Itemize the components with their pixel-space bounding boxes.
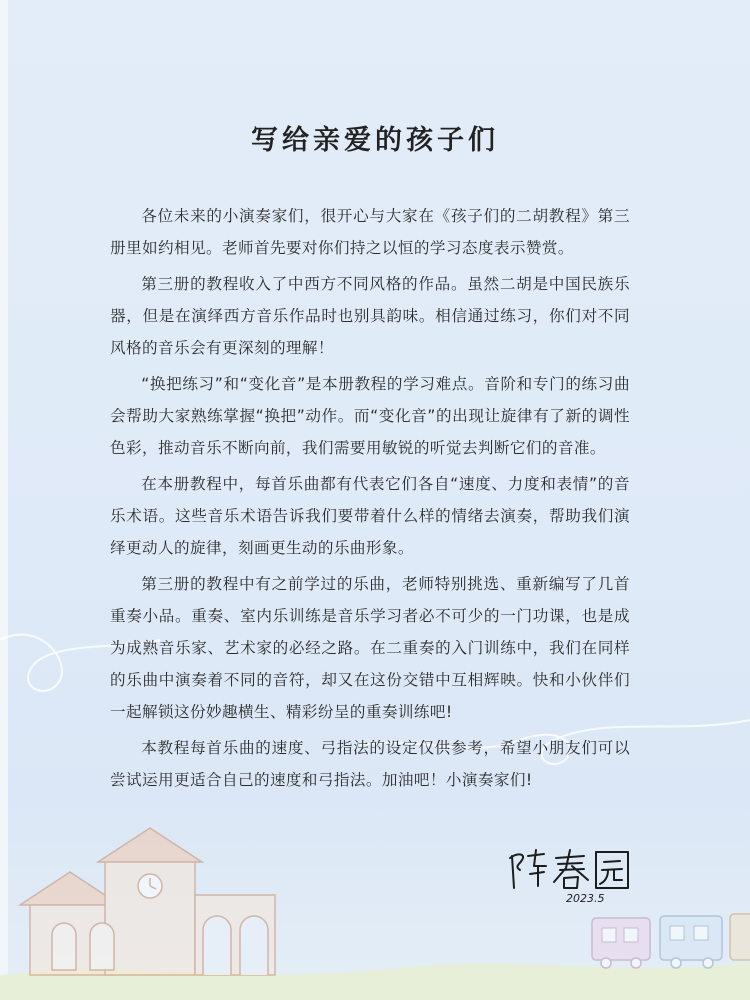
- paragraph-6: 本教程每首乐曲的速度、弓指法的设定仅供参考，希望小朋友们可以尝试运用更适合自己的速度和弓指法。加油吧！小演奏家们!: [110, 739, 630, 789]
- paragraph-4: 在本册教程中，每首乐曲都有代表它们各自“速度、力度和表情”的音乐术语。这些音乐术语告诉我们要带着什么样的情绪去演奏，帮助我们演绎更动人的旋律，刻画更生动的乐曲形象。: [110, 475, 630, 557]
- paragraph-3: “换把练习”和“变化音”是本册教程的学习难点。音阶和专门的练习曲会帮助大家熟练掌握“换把”动作。而“变化音”的出现让旋律有了新的调性色彩，推动音乐不断向前，我们需要用敏锐的听觉去判断它们的音准。: [110, 375, 630, 457]
- paragraph-1: 各位未来的小演奏家们，很开心与大家在《孩子们的二胡教程》第三册里如约相见。老师首先要对你们持之以恒的学习态度表示赞赏。: [110, 207, 630, 257]
- paragraph-5: 第三册的教程中有之前学过的乐曲，老师特别挑选、重新编写了几首重奏小品。重奏、室内乐训练是音乐学习者必不可少的一门功课，也是成为成熟音乐家、艺术家的必经之路。在二重奏的入门训练中，我们在同样的乐曲中演奏着不同的音符，却又在这份交错中互相辉映。快和小伙伴们一起解锁这份妙趣横生、精彩纷呈的重奏训练吧!: [110, 575, 630, 721]
- letter-title: 写给亲爱的孩子们: [251, 125, 499, 156]
- letter-body: [110, 200, 630, 800]
- handwritten-signature: [500, 836, 660, 906]
- signature-date: 2023.5: [566, 892, 605, 905]
- paragraph-2: 第三册的教程收入了中西方不同风格的作品。虽然二胡是中国民族乐器，但是在演绎西方音乐作品时也别具韵味。相信通过练习，你们对不同风格的音乐会有更深刻的理解！: [110, 275, 630, 357]
